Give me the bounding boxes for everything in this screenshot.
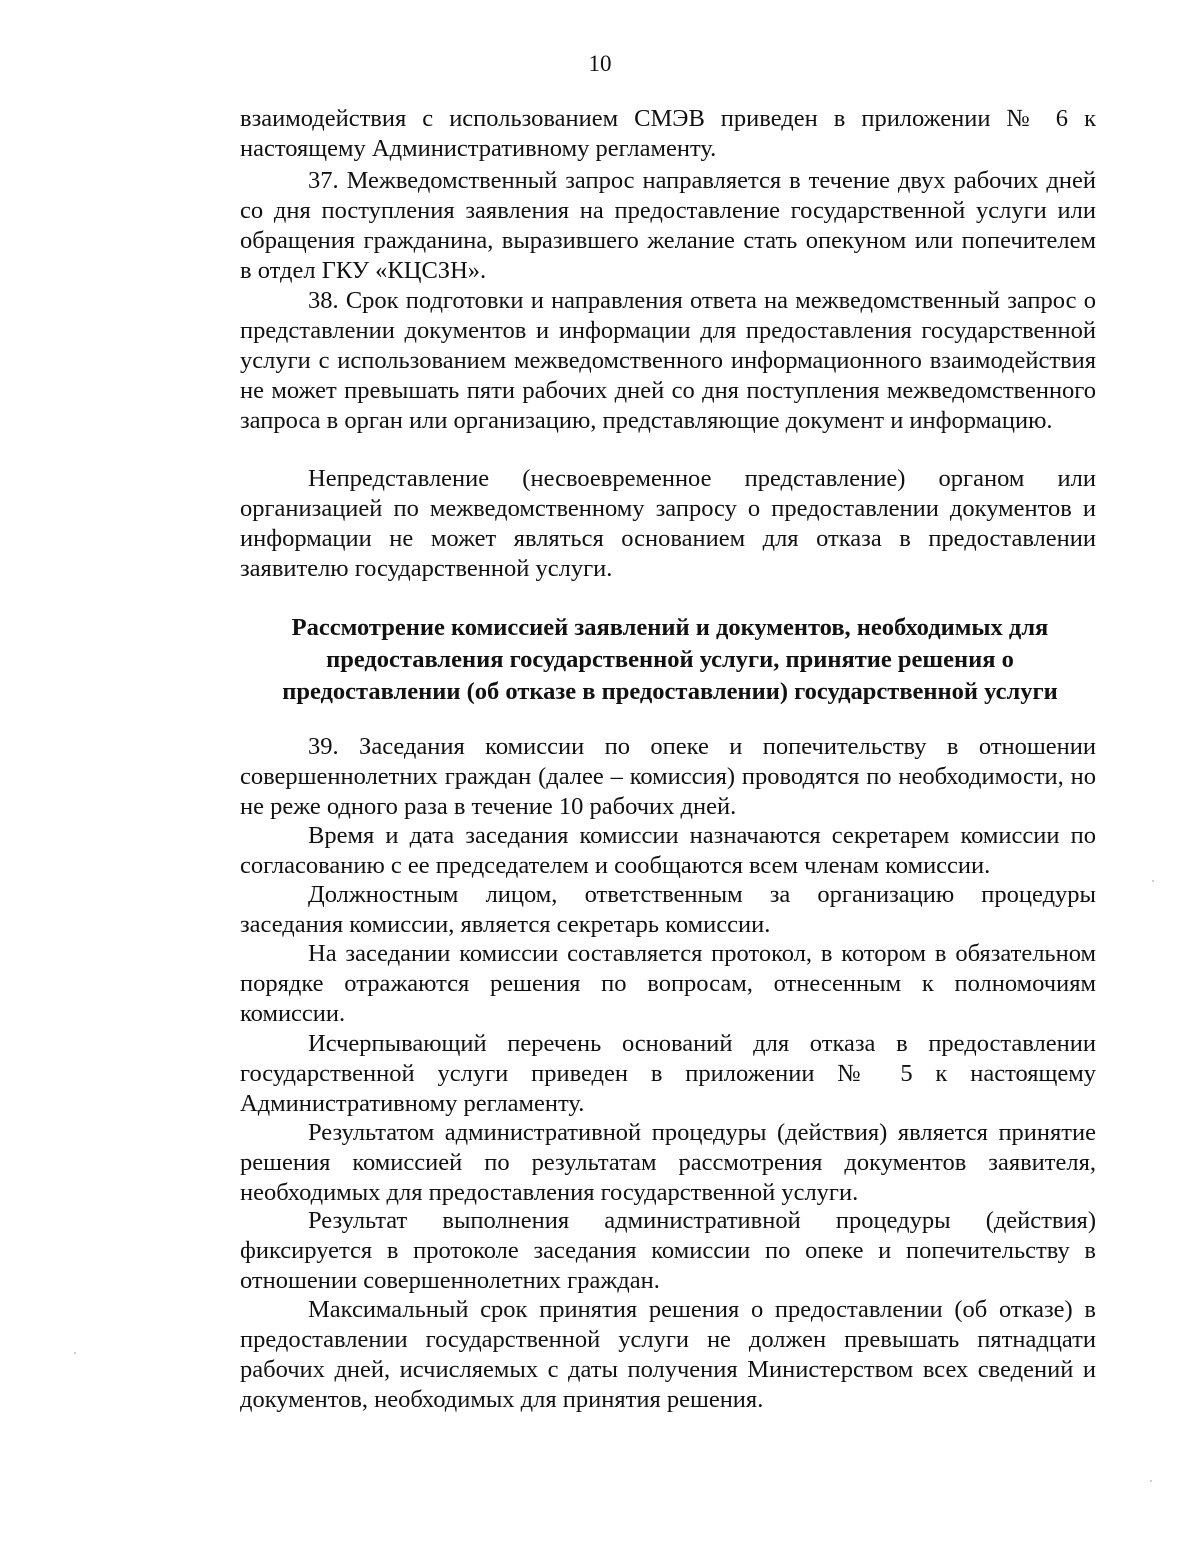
scan-speck <box>1150 1480 1152 1482</box>
paragraph-refusal-grounds: Исчерпывающий перечень оснований для отказа в предоставлении государственной услуги приведен в приложении № 5 к настоящему Административному регламенту. <box>240 1030 1096 1117</box>
scan-speck <box>74 1352 76 1354</box>
paragraph-meeting-time: Время и дата заседания комиссии назначаются секретарем комиссии по согласованию с ее председателем и сообщаются всем членам комиссии. <box>240 822 1096 879</box>
paragraph-protocol: На заседании комиссии составляется протокол, в котором в обязательном порядке отражаются решения по вопросам, отнесенным к полномочиям комиссии. <box>240 940 1096 1027</box>
scan-speck <box>1152 880 1154 882</box>
paragraph-non-submission: Непредставление (несвоевременное представление) органом или организацией по межведомственному запросу о предоставлении документов и информации не может являться основанием для отказа в предоставлении заявителю государственной услуги. <box>240 465 1096 582</box>
paragraph-max-term: Максимальный срок принятия решения о предоставлении (об отказе) в предоставлении государственной услуги не должен превышать пятнадцати рабочих дней, исчисляемых с даты получения Министерством всех сведений и документов, необходимых для принятия решения. <box>240 1296 1096 1413</box>
paragraph-39: 39. Заседания комиссии по опеке и попечительству в отношении совершеннолетних граждан (далее – комиссия) проводятся по необходимости, но не реже одного раза в течение 10 рабочих дней. <box>240 733 1096 820</box>
paragraph-smev-continuation: взаимодействия с использованием СМЭВ приведен в приложении № 6 к настоящему Административному регламенту. <box>240 105 1096 162</box>
paragraph-38: 38. Срок подготовки и направления ответа на межведомственный запрос о представлении документов и информации для предоставления государственной услуги с использованием межведомственного информационного взаимодействия не может превышать пяти рабочих дней со дня поступления межведомственного запроса в орган или организацию, представляющие документ и информацию. <box>240 287 1096 434</box>
paragraph-result-recorded: Результат выполнения административной процедуры (действия) фиксируется в протоколе заседания комиссии по опеке и попечительству в отношении совершеннолетних граждан. <box>240 1207 1096 1294</box>
section-heading: Рассмотрение комиссией заявлений и документов, необходимых для предоставления государственной услуги, принятие решения о предоставлении (об отказе в предоставлении) государственной услуги <box>282 614 1058 705</box>
page-number: 10 <box>588 51 612 76</box>
paragraph-37: 37. Межведомственный запрос направляется в течение двух рабочих дней со дня поступления заявления на предоставление государственной услуги или обращения гражданина, выразившего желание стать опекуном или попечителем в отдел ГКУ «КЦСЗН». <box>240 167 1096 284</box>
paragraph-responsible-official: Должностным лицом, ответственным за организацию процедуры заседания комиссии, является секретарь комиссии. <box>240 881 1096 938</box>
paragraph-procedure-result: Результатом административной процедуры (действия) является принятие решения комиссией по результатам рассмотрения документов заявителя, необходимых для предоставления государственной услуги. <box>240 1119 1096 1206</box>
